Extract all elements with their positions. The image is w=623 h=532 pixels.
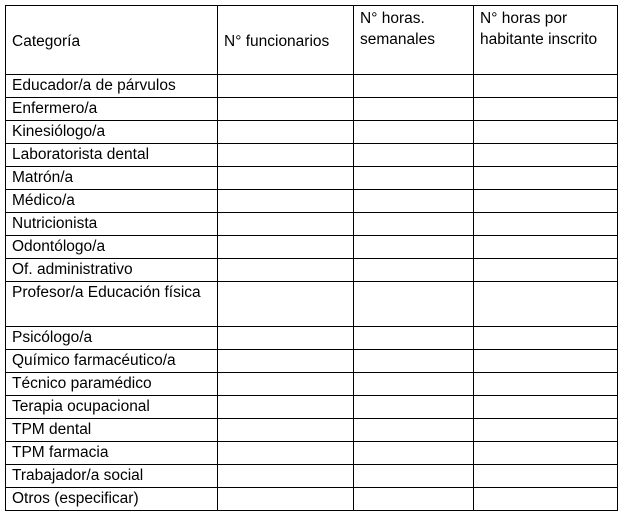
staff-count-cell[interactable] — [218, 327, 354, 350]
category-cell: Médico/a — [6, 190, 218, 213]
category-cell: TPM dental — [6, 419, 218, 442]
category-cell: TPM farmacia — [6, 442, 218, 465]
weekly-hours-cell[interactable] — [354, 121, 474, 144]
header-weekly-hours: N° horas. semanales — [354, 6, 474, 75]
table-row — [6, 190, 618, 213]
table-row — [6, 282, 618, 327]
weekly-hours-cell[interactable] — [354, 236, 474, 259]
weekly-hours-cell[interactable] — [354, 488, 474, 511]
staff-count-cell[interactable] — [218, 259, 354, 282]
hours-per-inhabitant-cell[interactable] — [474, 465, 618, 488]
table-row — [6, 236, 618, 259]
weekly-hours-cell[interactable] — [354, 350, 474, 373]
category-cell: Educador/a de párvulos — [6, 75, 218, 98]
table-row — [6, 350, 618, 373]
category-cell: Psicólogo/a — [6, 327, 218, 350]
hours-per-inhabitant-cell[interactable] — [474, 236, 618, 259]
table-row — [6, 488, 618, 511]
hours-per-inhabitant-cell[interactable] — [474, 327, 618, 350]
hours-per-inhabitant-cell[interactable] — [474, 98, 618, 121]
weekly-hours-cell[interactable] — [354, 167, 474, 190]
category-cell: Odontólogo/a — [6, 236, 218, 259]
category-cell: Of. administrativo — [6, 259, 218, 282]
staff-count-cell[interactable] — [218, 121, 354, 144]
hours-per-inhabitant-cell[interactable] — [474, 144, 618, 167]
weekly-hours-cell[interactable] — [354, 465, 474, 488]
staff-count-cell[interactable] — [218, 190, 354, 213]
category-cell: Nutricionista — [6, 213, 218, 236]
category-cell: Terapia ocupacional — [6, 396, 218, 419]
staff-count-cell[interactable] — [218, 144, 354, 167]
staff-count-cell[interactable] — [218, 396, 354, 419]
table-row — [6, 213, 618, 236]
staff-count-cell[interactable] — [218, 465, 354, 488]
staff-count-cell[interactable] — [218, 373, 354, 396]
header-staff-count: N° funcionarios — [218, 6, 354, 75]
staff-hours-table — [5, 5, 618, 511]
category-cell: Químico farmacéutico/a — [6, 350, 218, 373]
header-hours-per-inhabitant: N° horas por habitante inscrito — [474, 6, 618, 75]
staff-count-cell[interactable] — [218, 442, 354, 465]
category-cell: Otros (especificar) — [6, 488, 218, 511]
table-row — [6, 98, 618, 121]
weekly-hours-cell[interactable] — [354, 442, 474, 465]
header-category: Categoría — [6, 6, 218, 75]
category-cell: Profesor/a Educación física — [6, 282, 218, 327]
hours-per-inhabitant-cell[interactable] — [474, 190, 618, 213]
hours-per-inhabitant-cell[interactable] — [474, 488, 618, 511]
header-row — [6, 6, 618, 75]
hours-per-inhabitant-cell[interactable] — [474, 213, 618, 236]
hours-per-inhabitant-cell[interactable] — [474, 442, 618, 465]
staff-count-cell[interactable] — [218, 98, 354, 121]
hours-per-inhabitant-cell[interactable] — [474, 419, 618, 442]
table-row — [6, 419, 618, 442]
table-row — [6, 144, 618, 167]
staff-count-cell[interactable] — [218, 350, 354, 373]
table-row — [6, 396, 618, 419]
hours-per-inhabitant-cell[interactable] — [474, 167, 618, 190]
weekly-hours-cell[interactable] — [354, 327, 474, 350]
weekly-hours-cell[interactable] — [354, 396, 474, 419]
hours-per-inhabitant-cell[interactable] — [474, 350, 618, 373]
category-cell: Enfermero/a — [6, 98, 218, 121]
category-cell: Matrón/a — [6, 167, 218, 190]
staff-count-cell[interactable] — [218, 236, 354, 259]
staff-count-cell[interactable] — [218, 75, 354, 98]
table-row — [6, 121, 618, 144]
weekly-hours-cell[interactable] — [354, 259, 474, 282]
staff-count-cell[interactable] — [218, 282, 354, 327]
staff-count-cell[interactable] — [218, 213, 354, 236]
hours-per-inhabitant-cell[interactable] — [474, 75, 618, 98]
table-row — [6, 75, 618, 98]
weekly-hours-cell[interactable] — [354, 282, 474, 327]
table-row — [6, 167, 618, 190]
table-row — [6, 373, 618, 396]
weekly-hours-cell[interactable] — [354, 144, 474, 167]
staff-count-cell[interactable] — [218, 167, 354, 190]
category-cell: Kinesiólogo/a — [6, 121, 218, 144]
hours-per-inhabitant-cell[interactable] — [474, 373, 618, 396]
hours-per-inhabitant-cell[interactable] — [474, 259, 618, 282]
weekly-hours-cell[interactable] — [354, 98, 474, 121]
category-cell: Trabajador/a social — [6, 465, 218, 488]
hours-per-inhabitant-cell[interactable] — [474, 121, 618, 144]
weekly-hours-cell[interactable] — [354, 75, 474, 98]
hours-per-inhabitant-cell[interactable] — [474, 396, 618, 419]
table-row — [6, 442, 618, 465]
table-row — [6, 327, 618, 350]
staff-count-cell[interactable] — [218, 419, 354, 442]
table-row — [6, 259, 618, 282]
staff-count-cell[interactable] — [218, 488, 354, 511]
category-cell: Laboratorista dental — [6, 144, 218, 167]
weekly-hours-cell[interactable] — [354, 190, 474, 213]
category-cell: Técnico paramédico — [6, 373, 218, 396]
weekly-hours-cell[interactable] — [354, 373, 474, 396]
hours-per-inhabitant-cell[interactable] — [474, 282, 618, 327]
table-row — [6, 465, 618, 488]
weekly-hours-cell[interactable] — [354, 213, 474, 236]
weekly-hours-cell[interactable] — [354, 419, 474, 442]
